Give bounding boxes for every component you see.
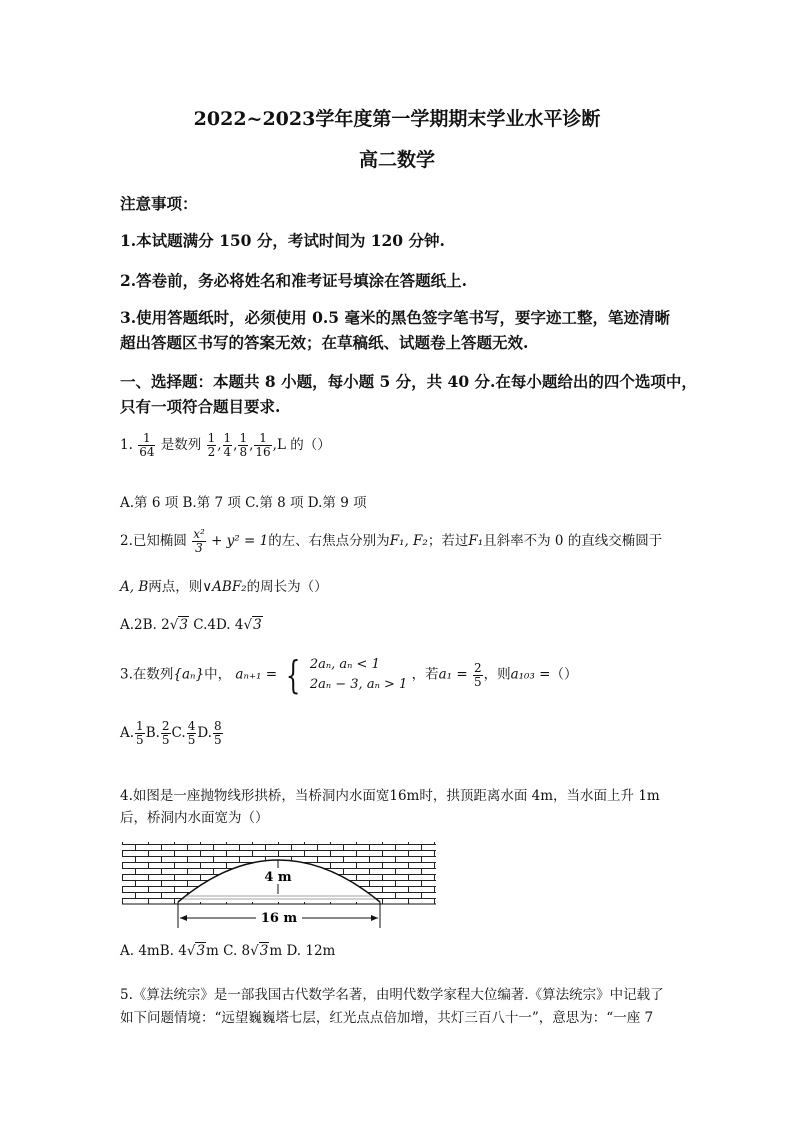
- question-1: 1. $\frac{1}{64}$ 是数列 $\frac{1}{2}$ , $\frac{1}{4}$ , $\frac{1}{8}$ , $\frac{1}{16}$ ,L 的（）: [120, 431, 331, 459]
- fraction: $\frac{1}{4}$: [223, 431, 232, 459]
- question-5-line2: 如下问题情境：“远望巍巍塔七层，红光点点倍加增，共灯三百八十一”，意思为：“一座 7: [120, 1010, 654, 1026]
- height-label: 4 m: [264, 870, 292, 885]
- question-4-line2: 后，桥洞内水面宽为（）: [120, 810, 269, 826]
- question-4-options: A. 4mB. 4√3m C. 8√3m D. 12m: [120, 943, 336, 959]
- exam-subject: 高二数学: [358, 149, 435, 171]
- question-3-options: A. $\frac{1}{5}$ B. $\frac{2}{5}$ C. $\frac{4}{5}$ D. $\frac{8}{5}$: [120, 719, 222, 747]
- section-heading-line2: 只有一项符合题目要求.: [120, 397, 281, 416]
- section-heading-line1: 一、选择题：本题共 8 小题，每小题 5 分，共 40 分.在每小题给出的四个选项中，: [120, 372, 697, 391]
- notice-item-3-line2: 超出答题区书写的答案无效；在草稿纸、试题卷上答题无效.: [120, 333, 529, 352]
- piecewise-definition: { 2aₙ, aₙ < 1 2aₙ − 3, aₙ > 1: [286, 653, 408, 697]
- width-label: 16 m: [260, 911, 298, 926]
- notice-item-3-line1: 3.使用答题纸时，必须使用 0.5 毫米的黑色签字笔书写，要字迹工整，笔迹清晰: [120, 308, 670, 327]
- notice-item-2: 2.答卷前，务必将姓名和准考证号填涂在答题纸上.: [120, 271, 468, 290]
- question-2-line2: A, B两点，则∨ABF₂的周长为（）: [120, 579, 328, 595]
- fraction: $\frac{2}{5}$: [473, 660, 482, 689]
- fraction: $\frac{1}{2}$: [207, 431, 216, 459]
- fraction: $\frac{1}{8}$: [239, 431, 248, 459]
- fraction: $\frac{2}{5}$: [161, 719, 170, 747]
- question-1-options: A.第 6 项 B.第 7 项 C.第 8 项 D.第 9 项: [120, 495, 367, 511]
- fraction: $\frac{1}{64}$: [139, 431, 155, 459]
- sqrt-symbol: √3: [243, 617, 262, 633]
- exam-title: 2022~2023学年度第一学期期末学业水平诊断: [193, 108, 601, 130]
- fraction: $\frac{1}{5}$: [136, 719, 144, 747]
- sqrt-symbol: √3: [250, 943, 269, 959]
- question-5-line1: 5.《算法统宗》是一部我国古代数学名著，由明代数学家程大位编著.《算法统宗》中记载了: [120, 987, 664, 1003]
- question-3: 3.在数列{aₙ}中， aₙ₊₁ = { 2aₙ, aₙ < 1 2aₙ − 3, aₙ > 1 ，若a₁ = $\frac{2}{5}$ ，则a₁₀₃ =（）: [120, 653, 578, 697]
- sqrt-symbol: √3: [186, 943, 206, 959]
- question-2-options: A.2B. 2√3 C.4D. 4√3: [120, 617, 262, 633]
- fraction: $\frac{1}{16}$: [255, 431, 271, 459]
- question-4-line1: 4.如图是一座抛物线形拱桥，当桥洞内水面宽16m时，拱顶距离水面 4m，当水面上升 1m: [120, 788, 660, 804]
- notice-item-1: 1.本试题满分 150 分，考试时间为 120 分钟.: [120, 231, 445, 250]
- fraction: $\frac{\text{x²}}{3}$: [193, 527, 205, 555]
- question-2: 2.已知椭圆 $\frac{\text{x²}}{3}$ + y² = 1的左、右焦点分别为F₁, F₂；若过F₁且斜率不为 0 的直线交椭圆于: [120, 527, 663, 555]
- notice-heading: 注意事项：: [120, 194, 198, 213]
- brace-symbol: {: [286, 653, 301, 697]
- arch-bridge-figure: [122, 838, 436, 928]
- sqrt-symbol: √3: [169, 617, 188, 633]
- fraction: $\frac{4}{5}$: [187, 719, 196, 747]
- question-number: 1.: [120, 437, 133, 453]
- fraction: $\frac{8}{5}$: [213, 719, 222, 747]
